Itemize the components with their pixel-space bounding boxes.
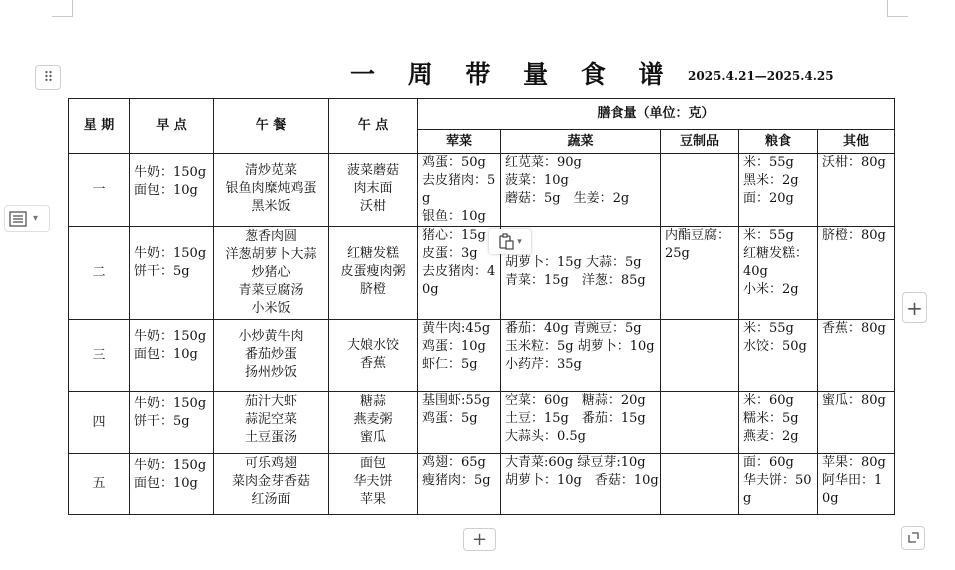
- header-soy: 豆制品: [661, 130, 739, 154]
- cell-grain[interactable]: [739, 454, 818, 515]
- cell-lunch[interactable]: [214, 454, 329, 515]
- grain-line: 燕麦：2g: [743, 429, 799, 444]
- cell-veg[interactable]: [501, 392, 661, 454]
- breakfast-line: 饼干：5g: [134, 264, 190, 279]
- meat-line: 皮蛋：3g: [422, 246, 478, 261]
- cell-breakfast[interactable]: [130, 392, 214, 454]
- cell-other[interactable]: [818, 320, 895, 392]
- snack-line: 红糖发糕: [346, 246, 399, 261]
- cell-snack[interactable]: [329, 320, 418, 392]
- header-veg: 蔬菜: [501, 130, 661, 154]
- page-title: 一 周 带 量 食 谱: [350, 60, 676, 89]
- add-row-button[interactable]: [463, 528, 496, 551]
- breakfast-line: 牛奶：150g: [134, 458, 207, 473]
- page-corner-mark-right: [887, 0, 908, 17]
- breakfast-line: 面包：10g: [134, 347, 198, 362]
- veg-line: 胡萝卜：10g 香菇：10g: [505, 473, 659, 488]
- meat-line: 基围虾:55g: [422, 393, 491, 408]
- chevron-down-icon: ▾: [33, 213, 39, 224]
- grain-line: 米：55g: [743, 228, 794, 243]
- cell-grain[interactable]: [739, 320, 818, 392]
- snack-line: 肉末面: [353, 181, 393, 196]
- resize-corner-icon: [907, 532, 919, 544]
- cell-day[interactable]: 四: [69, 392, 130, 454]
- veg-line: 红苋菜：90g: [505, 155, 582, 170]
- lunch-line: 小米饭: [251, 301, 291, 316]
- meat-line: 猪心：15g: [422, 228, 486, 243]
- cell-snack[interactable]: [329, 454, 418, 515]
- meat-line: 黄牛肉:45g: [422, 321, 491, 336]
- drag-handle-icon: ⠿: [43, 69, 53, 86]
- veg-line: 胡萝卜：15g 大蒜：5g: [505, 255, 642, 270]
- cell-lunch[interactable]: [214, 227, 329, 320]
- snack-line: 燕麦粥: [353, 412, 393, 427]
- header-meat: 荤菜: [418, 130, 501, 154]
- cell-breakfast[interactable]: [130, 454, 214, 515]
- snack-line: 皮蛋瘦肉粥: [340, 264, 406, 279]
- lunch-line: 红汤面: [251, 492, 291, 507]
- snack-line: 苹果: [359, 492, 386, 507]
- cell-soy[interactable]: [661, 454, 739, 515]
- cell-soy[interactable]: [661, 227, 739, 320]
- meat-line: 银鱼：10g: [422, 209, 486, 224]
- cell-grain[interactable]: [739, 227, 818, 320]
- cell-snack[interactable]: [329, 154, 418, 227]
- cell-day[interactable]: 五: [69, 454, 130, 515]
- lunch-line: 可乐鸡翅: [244, 456, 297, 471]
- meat-line: 鸡蛋：5g: [422, 411, 478, 426]
- cell-meat[interactable]: [418, 392, 501, 454]
- grain-line: 糯米：5g: [743, 411, 799, 426]
- soy-line: 内酯豆腐：25g: [665, 228, 731, 261]
- grain-line: 红糖发糕：40g: [743, 246, 809, 279]
- lunch-line: 扬州炒饭: [244, 365, 297, 380]
- table-row: [69, 454, 895, 515]
- table-resize-handle[interactable]: [901, 526, 925, 550]
- table-row: [69, 392, 895, 454]
- veg-line: 大蒜头：0.5g: [505, 429, 586, 444]
- header-snack: 午 点: [329, 99, 418, 154]
- plus-icon: +: [471, 529, 488, 550]
- header-breakfast: 早 点: [130, 99, 214, 154]
- paragraph-style-button[interactable]: [4, 205, 50, 232]
- breakfast-line: 面包：10g: [134, 476, 198, 491]
- other-line: 沃柑：80g: [822, 155, 886, 170]
- lunch-line: 葱香肉圆: [244, 229, 297, 244]
- cell-veg[interactable]: [501, 154, 661, 227]
- lunch-line: 黑米饭: [251, 199, 291, 214]
- cell-meat[interactable]: [418, 154, 501, 227]
- add-column-button[interactable]: [902, 292, 927, 323]
- header-day: 星 期: [69, 99, 130, 154]
- veg-line: 蘑菇：5g 生姜：2g: [505, 191, 630, 206]
- veg-line: 菠菜：10g: [505, 173, 569, 188]
- snack-line: 脐橙: [359, 282, 386, 297]
- cell-lunch[interactable]: [214, 154, 329, 227]
- other-line: 阿华田：10g: [822, 473, 883, 506]
- snack-line: 蜜瓜: [359, 430, 386, 445]
- cell-veg[interactable]: [501, 320, 661, 392]
- cell-other[interactable]: [818, 154, 895, 227]
- lunch-line: 小炒黄牛肉: [238, 329, 304, 344]
- breakfast-line: 牛奶：150g: [134, 246, 207, 261]
- lunch-line: 洋葱胡萝卜大蒜: [225, 247, 317, 262]
- table-row: [69, 154, 895, 227]
- cell-breakfast[interactable]: [130, 320, 214, 392]
- meat-line: 去皮猪肉：40g: [422, 264, 496, 297]
- lunch-line: 土豆蛋汤: [244, 430, 297, 445]
- grain-line: 小米：2g: [743, 282, 799, 297]
- paste-options-button[interactable]: [489, 229, 531, 254]
- cell-day[interactable]: 一: [69, 154, 130, 227]
- cell-snack[interactable]: [329, 392, 418, 454]
- cell-snack[interactable]: [329, 227, 418, 320]
- cell-lunch[interactable]: [214, 392, 329, 454]
- veg-line: 大青菜:60g 绿豆芽:10g: [505, 455, 646, 470]
- cell-veg[interactable]: [501, 454, 661, 515]
- meat-line: 鸡蛋：50g: [422, 155, 486, 170]
- snack-line: 菠菜蘑菇: [346, 163, 399, 178]
- snack-line: 华夫饼: [353, 474, 393, 489]
- lunch-line: 青菜豆腐汤: [238, 283, 304, 298]
- grain-line: 华夫饼：50g: [743, 473, 812, 506]
- meat-line: 去皮猪肉：5g: [422, 173, 496, 206]
- snack-line: 面包: [359, 456, 386, 471]
- lunch-line: 茄汁大虾: [244, 394, 297, 409]
- breakfast-line: 面包：10g: [134, 183, 198, 198]
- meat-line: 瘦猪肉：5g: [422, 473, 491, 488]
- veg-line: 空菜：60g 糖蒜：20g: [505, 393, 646, 408]
- cell-other[interactable]: [818, 227, 895, 320]
- grain-line: 黑米：2g: [743, 173, 799, 188]
- cell-grain[interactable]: [739, 392, 818, 454]
- weekly-menu-table: [68, 98, 895, 515]
- cell-meat[interactable]: [418, 320, 501, 392]
- snack-line: 大娘水饺: [346, 338, 399, 353]
- header-grain: 粮食: [739, 130, 818, 154]
- date-range: 2025.4.21—2025.4.25: [688, 69, 834, 83]
- lunch-line: 炒猪心: [251, 265, 291, 280]
- veg-line: 番茄：40g 青豌豆：5g: [505, 321, 642, 336]
- snack-line: 糖蒜: [359, 394, 386, 409]
- meat-line: 鸡蛋：10g: [422, 339, 486, 354]
- meat-line: 鸡翅：65g: [422, 455, 486, 470]
- page-corner-mark-left: [52, 0, 73, 17]
- veg-line: 土豆：15g 番茄：15g: [505, 411, 646, 426]
- breakfast-line: 饼干：5g: [134, 414, 190, 429]
- chevron-down-icon: ▾: [517, 236, 522, 247]
- grain-line: 米：60g: [743, 393, 794, 408]
- snack-line: 香蕉: [359, 356, 386, 371]
- cell-lunch[interactable]: [214, 320, 329, 392]
- table-row: [69, 320, 895, 392]
- veg-line: 小药芹：35g: [505, 357, 582, 372]
- lunch-line: 清炒苋菜: [244, 163, 297, 178]
- cell-other[interactable]: [818, 392, 895, 454]
- lunch-line: 蒜泥空菜: [244, 412, 297, 427]
- meat-line: 虾仁：5g: [422, 357, 478, 372]
- cell-other[interactable]: [818, 454, 895, 515]
- veg-line: 青菜：15g 洋葱：85g: [505, 273, 646, 288]
- cell-soy[interactable]: [661, 320, 739, 392]
- cell-breakfast[interactable]: [130, 227, 214, 320]
- cell-meat[interactable]: [418, 454, 501, 515]
- grain-line: 米：55g: [743, 155, 794, 170]
- lunch-line: 番茄炒蛋: [244, 347, 297, 362]
- header-lunch: 午 餐: [214, 99, 329, 154]
- lunch-line: 菜肉金芽香菇: [231, 474, 310, 489]
- plus-icon: +: [906, 295, 923, 320]
- table-row: [69, 227, 895, 320]
- other-line: 香蕉：80g: [822, 321, 886, 336]
- breakfast-line: 牛奶：150g: [134, 329, 207, 344]
- header-quota-group: 膳食量（单位：克）: [418, 99, 895, 130]
- veg-line: 玉米粒：5g 胡萝卜：10g: [505, 339, 655, 354]
- grain-line: 面：20g: [743, 191, 794, 206]
- table-drag-handle[interactable]: [35, 65, 61, 90]
- snack-line: 沃柑: [359, 199, 386, 214]
- breakfast-line: 牛奶：150g: [134, 165, 207, 180]
- other-line: 蜜瓜：80g: [822, 393, 886, 408]
- lunch-line: 银鱼肉糜炖鸡蛋: [225, 181, 317, 196]
- grain-line: 米：55g: [743, 321, 794, 336]
- other-line: 脐橙：80g: [822, 228, 886, 243]
- grain-line: 面：60g: [743, 455, 794, 470]
- grain-line: 水饺：50g: [743, 339, 807, 354]
- cell-soy[interactable]: [661, 154, 739, 227]
- other-line: 苹果：80g: [822, 455, 886, 470]
- paste-icon: [498, 233, 514, 250]
- paragraph-icon: [9, 211, 27, 227]
- breakfast-line: 牛奶：150g: [134, 396, 207, 411]
- cell-grain[interactable]: [739, 154, 818, 227]
- cell-breakfast[interactable]: [130, 154, 214, 227]
- header-other: 其他: [818, 130, 895, 154]
- cell-day[interactable]: 三: [69, 320, 130, 392]
- cell-day[interactable]: 二: [69, 227, 130, 320]
- cell-soy[interactable]: [661, 392, 739, 454]
